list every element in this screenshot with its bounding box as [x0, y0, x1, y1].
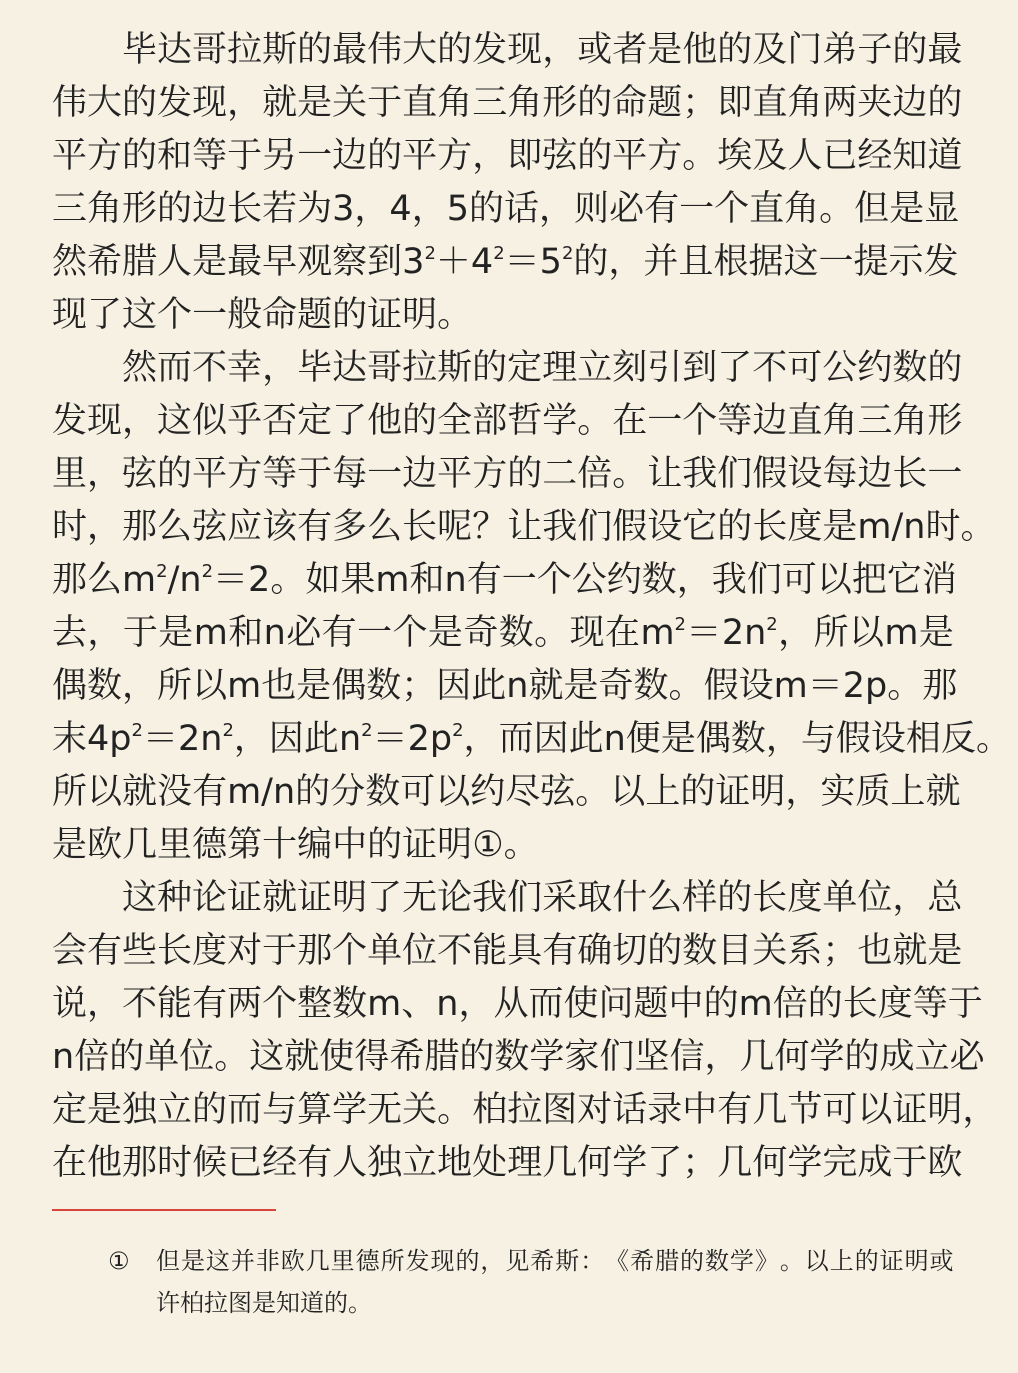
text-line: 时 ， 那 么 弦 应 该 有 多 么 长 呢 ？ 让 我 们 假 设 它 的 长 度 是 m/n 时 。: [52, 507, 996, 547]
text-line: 伟 大 的 发 现 ， 就 是 关 于 直 角 三 角 形 的 命 题 ； 即 直 角 两 夹 边 的: [52, 83, 963, 123]
footnote-line: 但 是 这 并 非 欧 几 里 德 所 发 现 的 ， 见 希 斯 ： 《 希 腊 的 数 学 》 。 以 上 的 证 明 或: [156, 1247, 954, 1275]
text-line: 平 方 的 和 等 于 另 一 边 的 平 方 ， 即 弦 的 平 方 。 埃 及 人 已 经 知 道: [52, 136, 963, 176]
text-line: 然 而 不 幸 ， 毕 达 哥 拉 斯 的 定 理 立 刻 引 到 了 不 可 公 约 数 的: [122, 348, 963, 388]
text-line: 然 希 腊 人 是 最 早 观 察 到 $3^2$ ＋ $4^2$ ＝ $5^2$ 的 ， 并 且 根 据 这 一 提 示 发: [52, 242, 959, 282]
text-line: 现 了 这 个 一 般 命 题 的 证 明 。: [52, 295, 473, 335]
footnote-marker: ①: [108, 1247, 130, 1275]
text-line: 说 ， 不 能 有 两 个 整 数 m 、 n ， 从 而 使 问 题 中 的 m 倍 的 长 度 等 于: [52, 984, 983, 1024]
text-line: 毕 达 哥 拉 斯 的 最 伟 大 的 发 现 ， 或 者 是 他 的 及 门 弟 子 的 最: [122, 30, 963, 70]
text-line: 去 ， 于 是 m 和 n 必 有 一 个 是 奇 数 。 现 在 $m^2$ ＝ $2n^2$ ， 所 以 m 是: [52, 613, 954, 653]
text-line: 里 ， 弦 的 平 方 等 于 每 一 边 平 方 的 二 倍 。 让 我 们 假 设 每 边 长 一: [52, 454, 963, 494]
footnote-line: 许 柏 拉 图 是 知 道 的 。: [156, 1289, 372, 1317]
text-line: 末 $4p^2$ ＝ $2n^2$ ， 因 此 $n^2$ ＝ $2p^2$ ， 而 因 此 n 便 是 偶 数 ， 与 假 设 相 反 。: [52, 719, 1011, 759]
footnote-divider: [52, 1209, 276, 1211]
text-line: 定 是 独 立 的 而 与 算 学 无 关 。 柏 拉 图 对 话 录 中 有 几 节 可 以 证 明 ，: [52, 1090, 998, 1130]
text-line: 那 么 $m^2/n^2$ ＝ 2 。 如 果 m 和 n 有 一 个 公 约 数 ， 我 们 可 以 把 它 消: [52, 560, 957, 600]
text-line: 是 欧 几 里 德 第 十 编 中 的 证 明 ① 。: [52, 825, 539, 865]
text-line: 三 角 形 的 边 长 若 为 3 ， 4 ， 5 的 话 ， 则 必 有 一 个 直 角 。 但 是 显: [52, 189, 960, 229]
text-line: 这 种 论 证 就 证 明 了 无 论 我 们 采 取 什 么 样 的 长 度 单 位 ， 总: [122, 878, 963, 918]
text-line: n 倍 的 单 位 。 这 就 使 得 希 腊 的 数 学 家 们 坚 信 ， 几 何 学 的 成 立 必: [52, 1037, 985, 1077]
text-line: 会 有 些 长 度 对 于 那 个 单 位 不 能 具 有 确 切 的 数 目 关 系 ； 也 就 是: [52, 931, 963, 971]
text-line: 在 他 那 时 候 已 经 有 人 独 立 地 处 理 几 何 学 了 ； 几 何 学 完 成 于 欧: [52, 1143, 963, 1183]
text-line: 偶 数 ， 所 以 m 也 是 偶 数 ； 因 此 n 就 是 奇 数 。 假 设 m ＝ 2p 。 那: [52, 666, 958, 706]
text-line: 发 现 ， 这 似 乎 否 定 了 他 的 全 部 哲 学 。 在 一 个 等 边 直 角 三 角 形: [52, 401, 963, 441]
text-line: 所 以 就 没 有 m/n 的 分 数 可 以 约 尽 弦 。 以 上 的 证 明 ， 实 质 上 就: [52, 772, 961, 812]
